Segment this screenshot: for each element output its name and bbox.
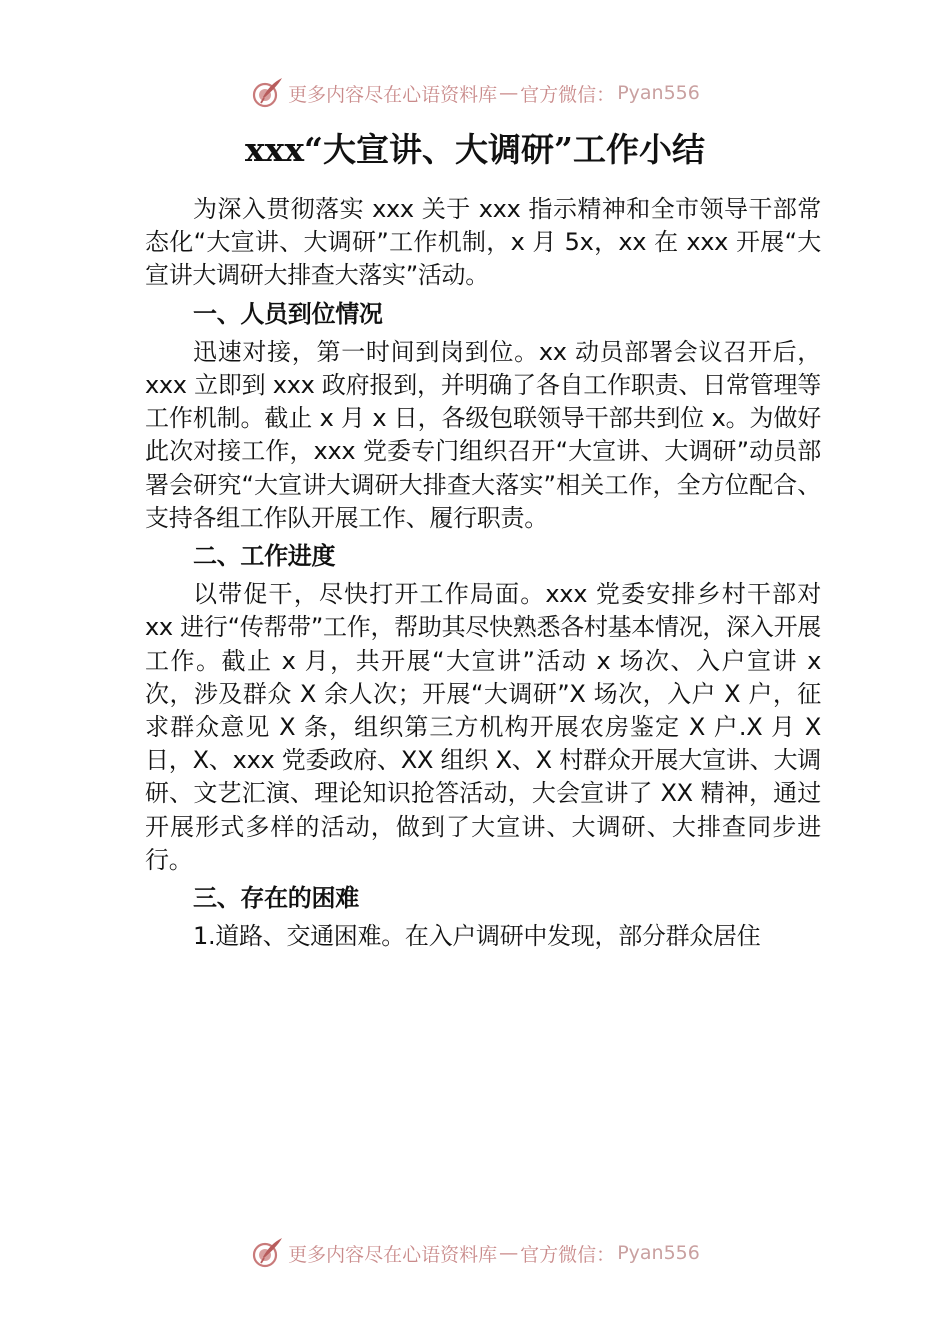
quill-logo-icon <box>250 1236 284 1270</box>
watermark-footer <box>0 1233 950 1273</box>
watermark-text: 更多内容尽在心语资料库 <box>288 1243 498 1266</box>
section-body-progress: 以带促干，尽快打开工作局面。xxx 党委安排乡村干部对 xx 进行“传帮带”工作，帮助其尽快熟悉各村基本情况，深入开展工作。截止 x 月，共开展“大宣讲”活动 x 场次、入户宣讲 x 次，涉及群众 X 余人次；开展“大调研”X 场次，入户 X 户，征求群众意见 X 条，组织第三方机构开展农房鉴定 X 户.X 月 X 日，X、xxx 党委政府、XX 组织 X、X 村群众开展大宣讲、大调研、文艺汇演、理论知识抢答活动，大会宣讲了 XX 精神，通过开展形式多样的活动，做到了大宣讲、大调研、大排查同步进行。 <box>145 580 821 874</box>
watermark-separator: — <box>499 82 519 104</box>
section-body-difficulties: 1.道路、交通困难。在入户调研中发现，部分群众居住 <box>193 922 761 951</box>
section-heading-staffing: 一、人员到位情况 <box>193 299 383 328</box>
section-body-staffing: 迅速对接，第一时间到岗到位。xx 动员部署会议召开后，xxx 立即到 xxx 政府报到，并明确了各自工作职责、日常管理等工作机制。截止 x 月 x 日，各级包联领导干部共到位 x。为做好此次对接工作，xxx 党委专门组织召开“大宣讲、大调研”动员部署会研究“大宣讲大调研大排查大落实”相关工作，全方位配合、支持各组工作队开展工作、履行职责。 <box>145 337 821 532</box>
watermark-contact-label: 官方微信： <box>520 83 616 106</box>
watermark-header <box>0 73 950 113</box>
watermark-contact-id: Pyan556 <box>617 82 700 104</box>
watermark-contact-id: Pyan556 <box>617 1242 700 1264</box>
section-heading-progress: 二、工作进度 <box>193 542 336 571</box>
quill-logo-icon <box>250 76 284 110</box>
watermark-text: 更多内容尽在心语资料库 <box>288 83 498 106</box>
document-body <box>145 193 821 953</box>
section-heading-difficulties: 三、存在的困难 <box>193 884 359 913</box>
intro-paragraph: 为深入贯彻落实 xxx 关于 xxx 指示精神和全市领导干部常态化“大宣讲、大调研”工作机制，x 月 5x，xx 在 xxx 开展“大宣讲大调研大排查大落实”活动。 <box>145 195 821 290</box>
watermark-contact-label: 官方微信： <box>520 1243 616 1266</box>
watermark-separator: — <box>499 1242 519 1264</box>
document-title: xxx“大宣讲、大调研”工作小结 <box>245 130 705 169</box>
